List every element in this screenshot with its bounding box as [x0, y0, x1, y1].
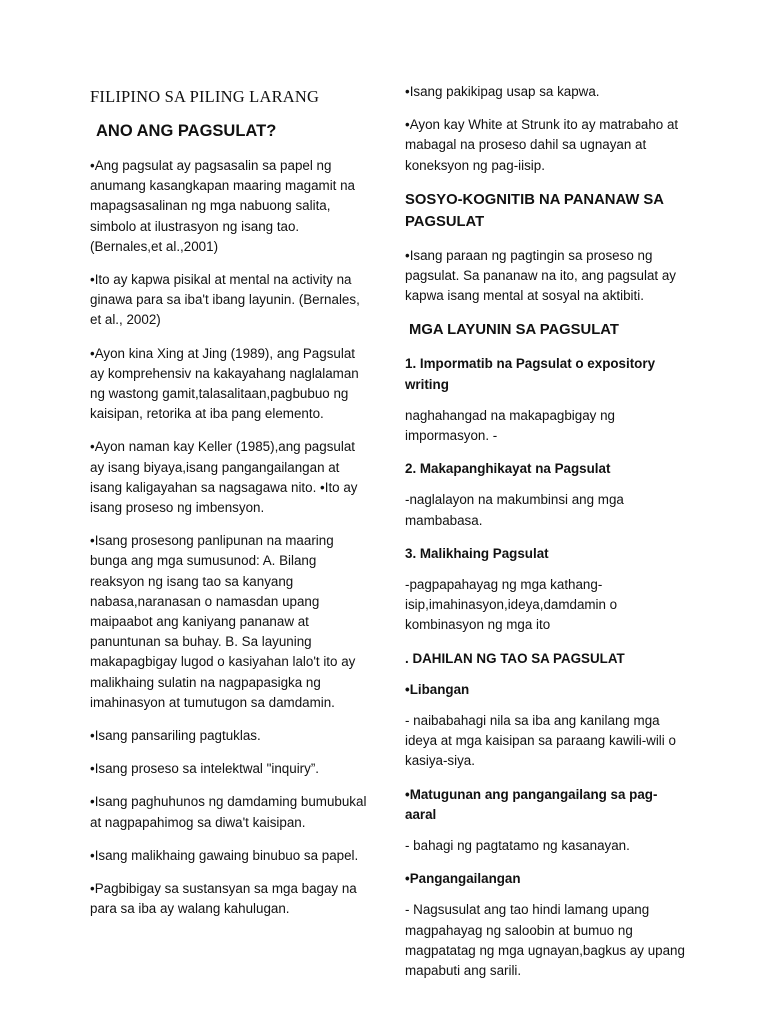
list-item-title: 3. Malikhaing Pagsulat: [405, 545, 549, 561]
paragraph: •Ayon kay White at Strunk ito ay matrabaho at mabagal na proseso dahil sa ugnayan at koneksyon ng pag-iisip.: [405, 117, 679, 173]
section-heading-dahilan: . DAHILAN NG TAO SA PAGSULAT: [405, 650, 625, 666]
list-item-title: 1. Impormatib na Pagsulat o expository writing: [405, 356, 656, 392]
list-item-title: •Libangan: [405, 681, 470, 697]
paragraph: •Ayon kina Xing at Jing (1989), ang Pagsulat ay komprehensiv na kakayahang naglalaman ng wastong gamit,talasalitaan,pagbubuo ng kaisipan, retorika at iba pang elemento.: [90, 345, 359, 422]
list-item-text: - bahagi ng pagtatamo ng kasanayan.: [405, 838, 630, 854]
list-item-text: naghahangad na makapagbigay ng impormasyon. -: [405, 407, 615, 444]
list-item-text: - naibabahagi nila sa iba ang kanilang mga ideya at mga kaisipan sa paraang kawili-wili o kasiya-siya.: [405, 713, 676, 769]
paragraph: •Ito ay kapwa pisikal at mental na activity na ginawa para sa iba't ibang layunin. (Bernales, et al., 2002): [90, 272, 360, 328]
section-heading-ano-ang-pagsulat: ANO ANG PAGSULAT?: [96, 122, 277, 140]
list-item-text: - Nagsusulat ang tao hindi lamang upang magpahayag ng saloobin at bumuo ng magpatatag ng mga ugnayan,bagkus ay upang mapabuti ang sarili.: [405, 902, 685, 979]
paragraph: •Isang paraan ng pagtingin sa proseso ng pagsulat. Sa pananaw na ito, ang pagsulat ay kapwa isang mental at sosyal na aktibiti.: [405, 247, 676, 304]
paragraph: •Isang prosesong panlipunan na maaring bunga ang mga sumusunod: A. Bilang reaksyon ng isang tao sa kanyang nabasa,naranasan o namasdan upang maipaabot ang kaniyang pananaw at panuntunan sa buhay. B. Sa layuning makapagbigay lugod o kasiyahan lalo't ito ay malikhaing sulatin na nagpapasigka ng imahinasyon at tumutugon sa damdamin.: [90, 533, 356, 710]
list-item-title: •Pangangailangan: [405, 871, 521, 887]
left-column: [90, 82, 368, 933]
paragraph: •Pagbibigay sa sustansyan sa mga bagay na para sa iba ay walang kahulugan.: [90, 881, 357, 917]
paragraph: •Isang pansariling pagtuklas.: [90, 728, 261, 744]
paragraph: •Isang pakikipag usap sa kapwa.: [405, 84, 600, 99]
list-item-title: •Matugunan ang pangangailang sa pag-aaral: [405, 786, 658, 822]
document-title: FILIPINO SA PILING LARANG: [90, 87, 320, 106]
paragraph: •Isang proseso sa intelektwal "inquiry”.: [90, 761, 320, 777]
paragraph: •Ang pagsulat ay pagsasalin sa papel ng anumang kasangkapan maaring magamit na mapagsasalinan ng mga nabuong salita, simbolo at ilustrasyon ng isang tao. (Bernales,et al.,2001): [90, 158, 356, 254]
paragraph: •Isang malikhaing gawaing binubuo sa papel.: [90, 847, 359, 863]
section-heading-mga-layunin: MGA LAYUNIN SA PAGSULAT: [409, 322, 619, 339]
right-column: [405, 82, 687, 994]
paragraph: •Ayon naman kay Keller (1985),ang pagsulat ay isang biyaya,isang pangangailangan at isang kaligayahan sa nagsagawa nito. •Ito ay isang proseso ng imbensyon.: [90, 439, 358, 516]
list-item-title: 2. Makapanghikayat na Pagsulat: [405, 461, 611, 477]
section-heading-sosyo-kognitib: SOSYO-KOGNITIB NA PANANAW SA PAGSULAT: [405, 191, 664, 230]
paragraph: •Isang paghuhunos ng damdaming bumubukal at nagpapahimog sa diwa't kaisipan.: [90, 794, 367, 830]
list-item-text: -pagpapahayag ng mga kathang-isip,imahinasyon,ideya,damdamin o kombinasyon ng mga ito: [405, 577, 618, 633]
list-item-text: -naglalayon na makumbinsi ang mga mambabasa.: [405, 492, 624, 528]
